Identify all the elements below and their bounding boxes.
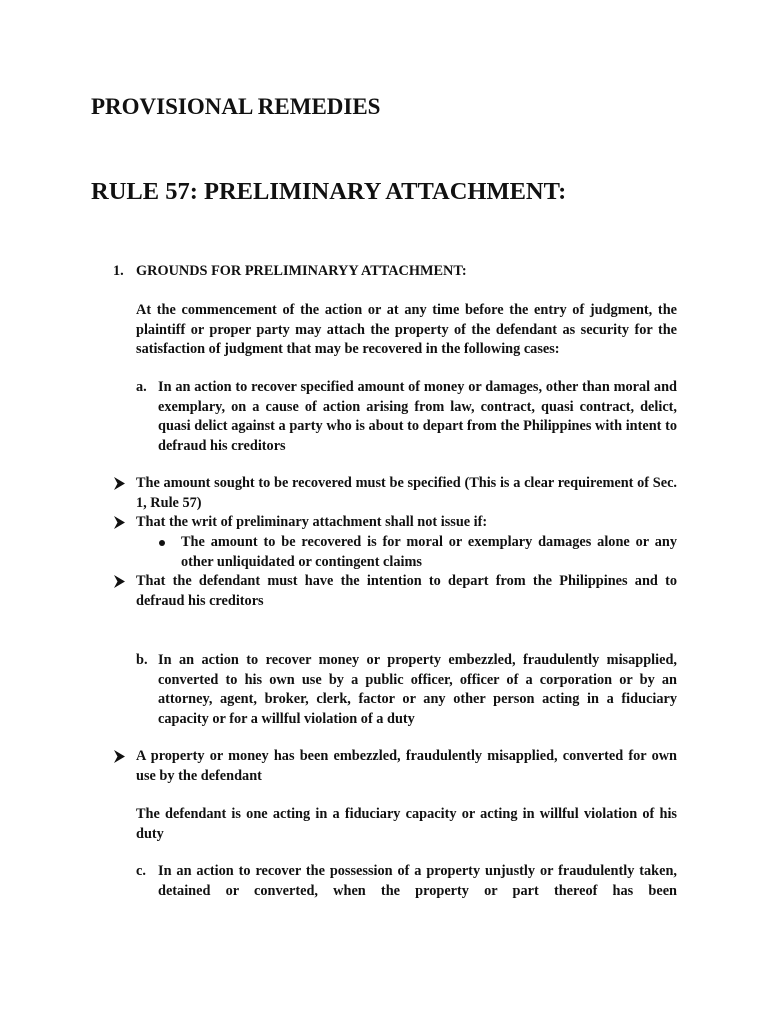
section-number: 1. — [113, 263, 124, 279]
arrowhead-bullet-icon — [114, 575, 125, 588]
item-b-marker: b. — [136, 652, 148, 668]
document-title: PROVISIONAL REMEDIES — [91, 94, 381, 119]
arrowhead-bullet-icon — [114, 750, 125, 763]
section-intro-paragraph: At the commencement of the action or at any time before the entry of judgment, the plaintiff or proper party may attach the property of the defendant as security for the satisfaction of judgment that may be recovered in the following cases: — [136, 302, 677, 357]
paragraph-fiduciary: The defendant is one acting in a fiduciary capacity or acting in willful violation of his duty — [136, 806, 677, 842]
item-b-text: In an action to recover money or property embezzled, fraudulently misapplied, converted to his own use by a public officer, officer of a corporation or by an attorney, agent, broker, clerk, factor or any other person acting in a fiduciary capacity or for a willful violation of a duty — [158, 652, 677, 727]
bullet-writ-not-issue: That the writ of preliminary attachment shall not issue if: — [136, 514, 488, 530]
bullet-amount-specified: The amount sought to be recovered must be specified (This is a clear requirement of Sec. 1, Rule 57) — [136, 475, 677, 511]
arrowhead-bullet-icon — [114, 477, 125, 490]
arrowhead-bullet-icon — [114, 516, 125, 529]
item-a-text: In an action to recover specified amount of money or damages, other than moral and exemplary, on a cause of action arising from law, contract, quasi contract, delict, quasi delict against a party who is about to depart from the Philippines with intent to defraud his creditors — [158, 379, 677, 454]
bullet-embezzled: A property or money has been embezzled, fraudulently misapplied, converted for own use by the defendant — [136, 748, 677, 784]
rule-heading: RULE 57: PRELIMINARY ATTACHMENT: — [91, 178, 567, 205]
bullet-intent-depart: That the defendant must have the intention to depart from the Philippines and to defraud his creditors — [136, 573, 677, 609]
round-bullet-icon — [159, 540, 165, 546]
item-c-marker: c. — [136, 863, 146, 879]
item-c-text: In an action to recover the possession of a property unjustly or fraudulently taken, detained or converted, when the property or part thereof has been — [158, 863, 677, 899]
sub-bullet-moral-damages: The amount to be recovered is for moral or exemplary damages alone or any other unliquidated or contingent claims — [181, 534, 677, 570]
section-heading: GROUNDS FOR PRELIMINARYY ATTACHMENT: — [136, 263, 467, 279]
item-a-marker: a. — [136, 379, 147, 395]
